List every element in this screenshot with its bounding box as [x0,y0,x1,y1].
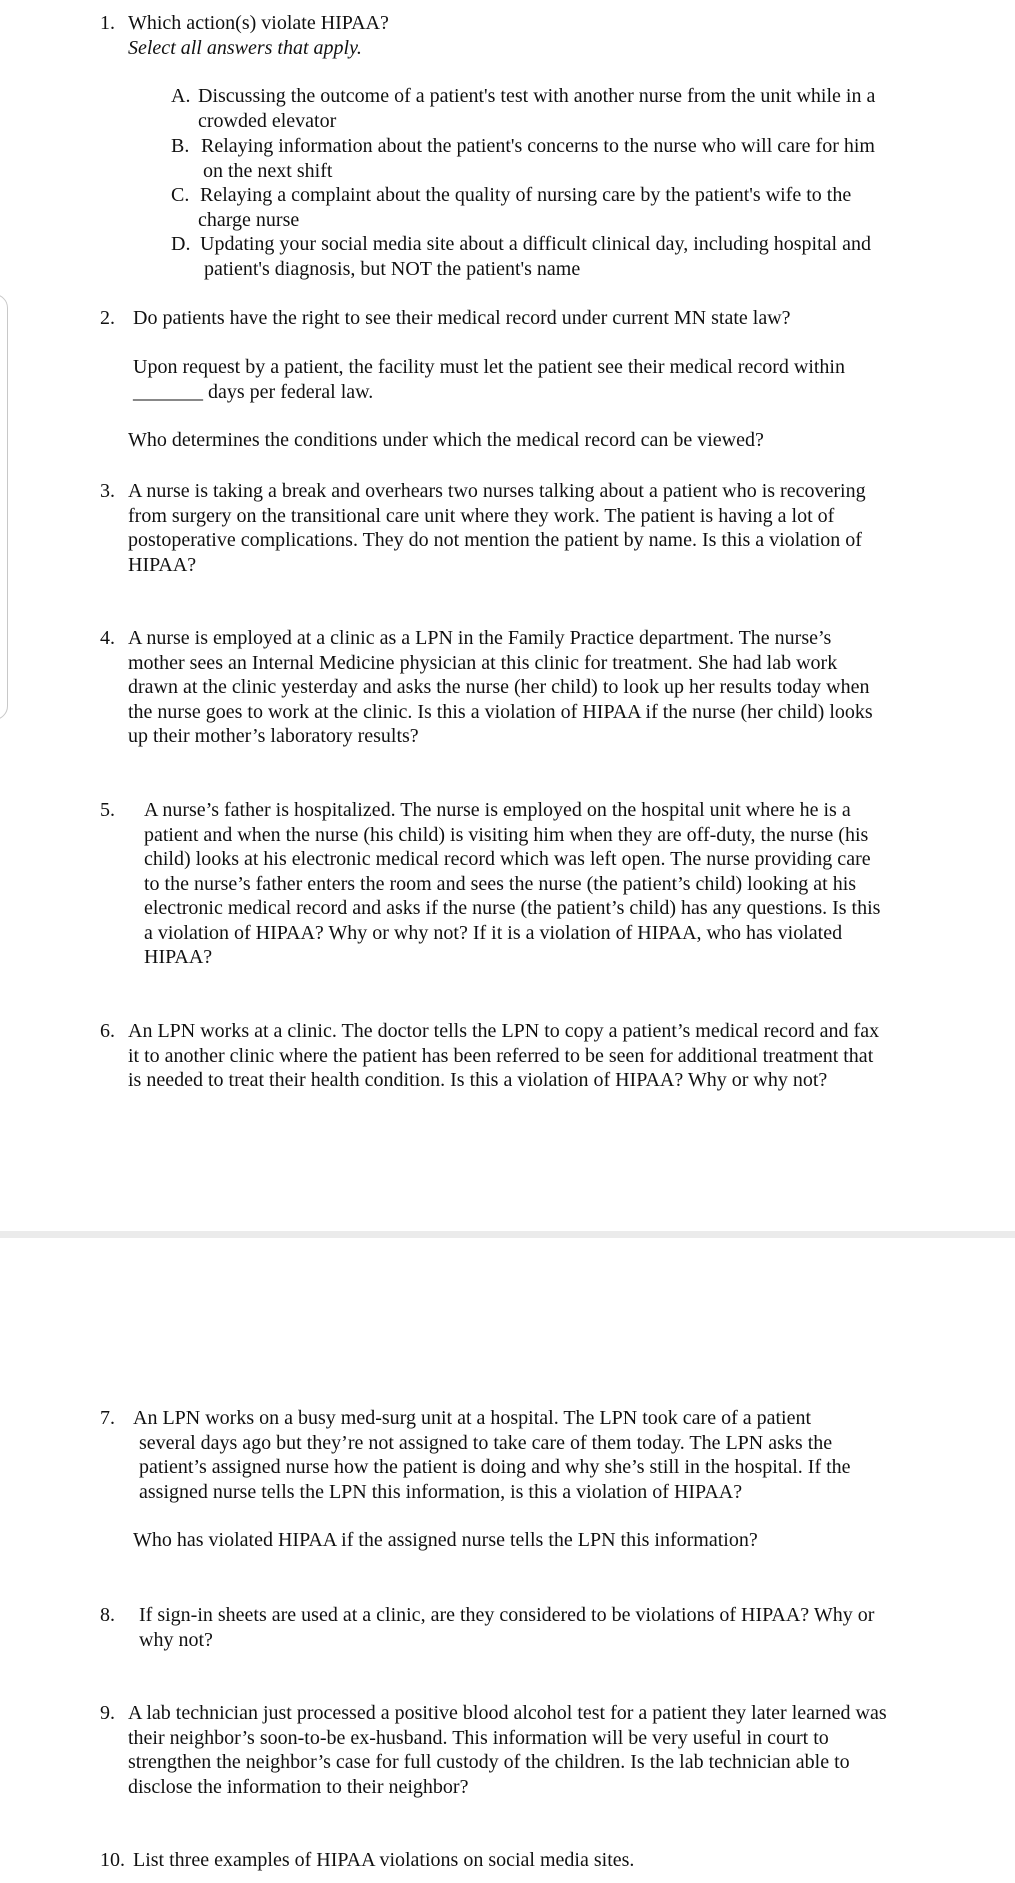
option-c-letter: C. [171,184,190,206]
question-1-number: 1. [100,12,115,34]
option-d-line-1: Updating your social media site about a difficult clinical day, including hospital and [200,233,871,255]
question-2-sub2-line: Who determines the conditions under which the medical record can be viewed? [128,429,764,451]
question-2-sub1-line-2: _______ days per federal law. [133,380,374,403]
question-5-line-6: a violation of HIPAA? Why or why not? If it is a violation of HIPAA, who has violated [144,921,843,944]
question-4-line-1: A nurse is employed at a clinic as a LPN in the Family Practice department. The nurse’s [128,627,832,649]
question-8-line-2: why not? [139,1628,213,1651]
question-3-line-2: from surgery on the transitional care unit where they work. The patient is having a lot of [128,504,835,527]
question-9-line-4: disclose the information to their neighbor? [128,1775,469,1798]
question-9-line-1: A lab technician just processed a positive blood alcohol test for a patient they later learned was [128,1702,887,1724]
question-5-line-1: A nurse’s father is hospitalized. The nurse is employed on the hospital unit where he is a [144,799,851,821]
option-a-letter: A. [171,85,191,107]
question-10-line-1: List three examples of HIPAA violations on social media sites. [133,1849,635,1871]
option-b-letter: B. [171,135,190,157]
option-a-line-2: crowded elevator [198,109,337,132]
question-4-line-3: drawn at the clinic yesterday and asks the nurse (her child) to look up her results today when [128,676,870,698]
question-6-line-3: is needed to treat their health condition. Is this a violation of HIPAA? Why or why not? [128,1069,828,1091]
question-7-line-2: several days ago but they’re not assigned to take care of them today. The LPN asks the [139,1431,833,1454]
option-c-line-2: charge nurse [198,208,300,231]
question-6-line-1: An LPN works at a clinic. The doctor tells the LPN to copy a patient’s medical record and fax [128,1020,880,1042]
question-2-subquestion-2 [128,428,764,453]
page-separator [0,1231,1015,1238]
question-7-line-3: patient’s assigned nurse how the patient is doing and why she’s still in the hospital. If the [139,1456,851,1478]
question-3-line-3: postoperative complications. They do not mention the patient by name. Is this a violation of [128,529,862,551]
question-5-line-3: child) looks at his electronic medical record which was left open. The nurse providing care [144,848,871,870]
question-3-line-4: HIPAA? [128,553,197,576]
question-2-number: 2. [100,307,115,329]
question-2-subquestion-1 [133,355,845,404]
question-6-line-2: it to another clinic where the patient has been referred to be seen for additional treatment that [128,1044,874,1067]
question-5-line-7: HIPAA? [144,946,213,968]
question-4-line-4: the nurse goes to work at the clinic. Is this a violation of HIPAA if the nurse (her child) looks [128,700,873,723]
option-d-line-2: patient's diagnosis, but NOT the patient's name [204,257,581,280]
question-5-line-2: patient and when the nurse (his child) is visiting him when they are off-duty, the nurse (his [144,823,869,846]
question-9-line-2: their neighbor’s soon-to-be ex-husband. This information will be very useful in court to [128,1726,829,1749]
option-a-line-1: Discussing the outcome of a patient's test with another nurse from the unit while in a [198,85,876,107]
question-8-number: 8. [100,1604,115,1626]
question-8-line-1: If sign-in sheets are used at a clinic, are they considered to be violations of HIPAA? Why or [139,1604,875,1626]
question-5-line-5: electronic medical record and asks if the nurse (the patient’s child) has any questions. Is this [144,897,881,919]
option-b-line-1: Relaying information about the patient's concerns to the nurse who will care for him [201,135,875,157]
question-4-number: 4. [100,627,115,649]
sidebar-frame [0,294,8,720]
question-4-line-2: mother sees an Internal Medicine physician at this clinic for treatment. She had lab work [128,651,838,674]
question-10-number: 10. [100,1849,125,1871]
question-9-line-3: strengthen the neighbor’s case for full custody of the children. Is the lab technician able to [128,1751,850,1773]
question-1-text [128,11,389,60]
question-3-line-1: A nurse is taking a break and overhears two nurses talking about a patient who is recovering [128,480,866,502]
question-7-sub-line: Who has violated HIPAA if the assigned nurse tells the LPN this information? [133,1529,758,1551]
question-5-number: 5. [100,799,115,821]
option-c-line-1: Relaying a complaint about the quality of nursing care by the patient's wife to the [200,184,852,206]
question-2-sub1-line-1: Upon request by a patient, the facility must let the patient see their medical record within [133,356,845,378]
question-4-line-5: up their mother’s laboratory results? [128,725,419,747]
question-7-line-4: assigned nurse tells the LPN this information, is this a violation of HIPAA? [139,1480,743,1503]
question-7-line-1: An LPN works on a busy med-surg unit at a hospital. The LPN took care of a patient [133,1407,812,1429]
question-9-number: 9. [100,1702,115,1724]
option-d-letter: D. [171,233,191,255]
question-6-number: 6. [100,1020,115,1042]
question-7-subquestion [133,1528,758,1553]
question-5-line-4: to the nurse’s father enters the room and sees the nurse (the patient’s child) looking at his [144,872,857,895]
option-b-line-2: on the next shift [203,159,333,182]
question-1-instruction: Select all answers that apply. [128,36,362,59]
question-1-line-1: Which action(s) violate HIPAA? [128,12,389,34]
question-3-number: 3. [100,480,115,502]
question-7-number: 7. [100,1407,115,1429]
question-2-line-1: Do patients have the right to see their medical record under current MN state law? [133,307,791,329]
